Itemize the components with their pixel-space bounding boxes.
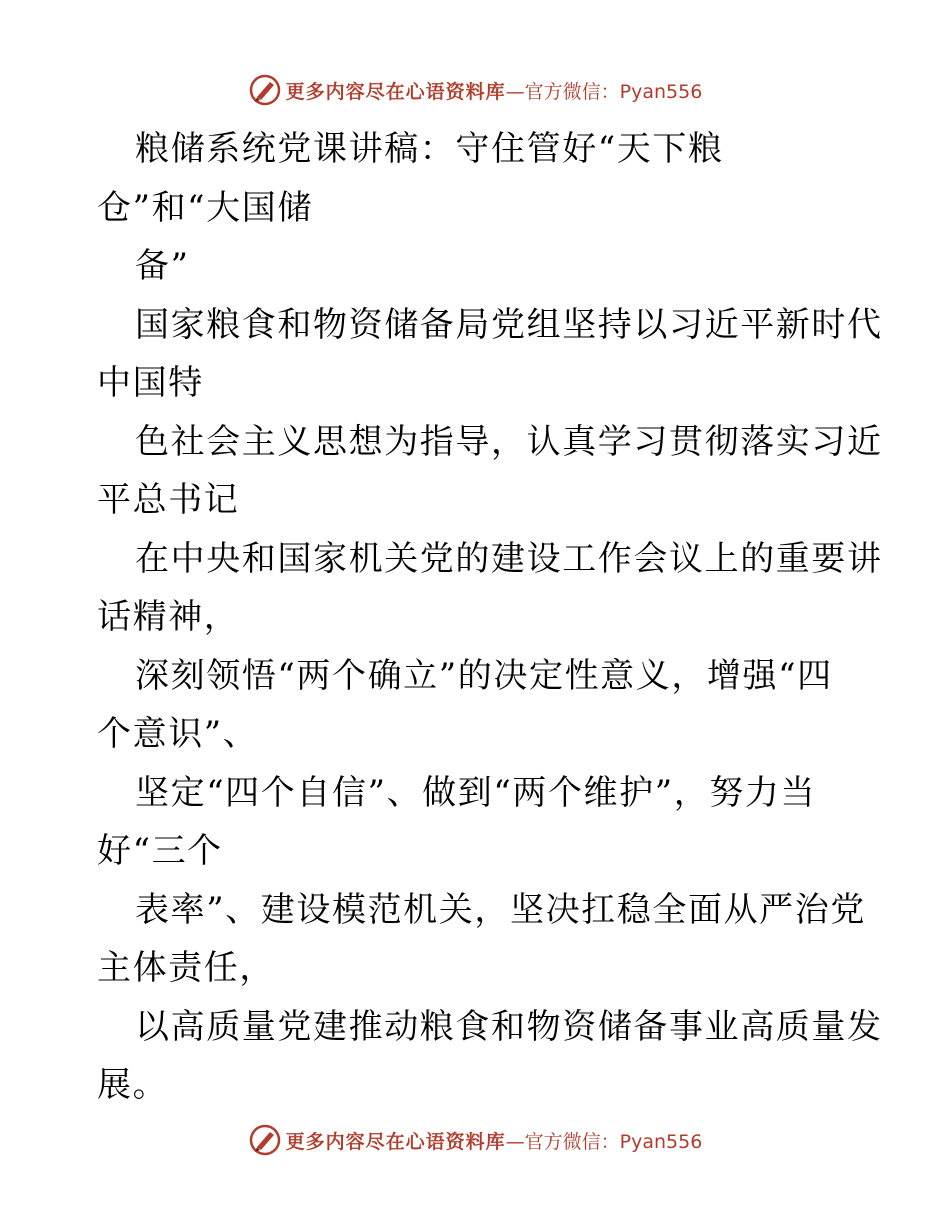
paragraph-line: 平总书记 bbox=[97, 480, 240, 520]
paragraph-line: 表率”、建设模范机关，坚决扛稳全面从严治党 bbox=[135, 889, 866, 930]
paragraph-line: 个意识”、 bbox=[97, 714, 259, 754]
paragraph-line: 色社会主义思想为指导，认真学习贯彻落实习近 bbox=[135, 421, 883, 462]
paragraph-line: 以高质量党建推动粮食和物资储备事业高质量发 bbox=[135, 1006, 883, 1047]
pen-logo-icon bbox=[248, 73, 282, 107]
watermark-text: 更多内容尽在心语资料库 bbox=[285, 80, 506, 103]
paragraph-line: 主体责任， bbox=[97, 948, 275, 988]
title-line: 仓”和“大国储 bbox=[97, 187, 313, 228]
title-line: 粮储系统党课讲稿：守住管好“天下粮 bbox=[135, 129, 724, 169]
paragraph-line: 展。 bbox=[97, 1065, 169, 1105]
pen-logo-icon bbox=[248, 1123, 282, 1157]
title-line: 备” bbox=[135, 246, 190, 286]
watermark-text: 更多内容尽在心语资料库 bbox=[285, 1130, 506, 1153]
paragraph-line: 话精神， bbox=[97, 597, 240, 637]
paragraph-line: 中国特 bbox=[97, 363, 204, 403]
watermark-banner-bottom bbox=[0, 1120, 950, 1160]
document-body bbox=[97, 120, 883, 1115]
paragraph-line: 国家粮食和物资储备局党组坚持以习近平新时代 bbox=[135, 304, 883, 345]
watermark-suffix: —官方微信：Pyan556 bbox=[505, 80, 703, 103]
paragraph-line: 在中央和国家机关党的建设工作会议上的重要讲 bbox=[135, 538, 883, 579]
paragraph-line: 坚定“四个自信”、做到“两个维护”，努力当 bbox=[135, 772, 817, 813]
paragraph-line: 好“三个 bbox=[97, 831, 223, 871]
paragraph-line: 深刻领悟“两个确立”的决定性意义，增强“四 bbox=[135, 655, 833, 696]
watermark-banner-top bbox=[0, 70, 950, 110]
watermark-suffix: —官方微信：Pyan556 bbox=[505, 1130, 703, 1153]
